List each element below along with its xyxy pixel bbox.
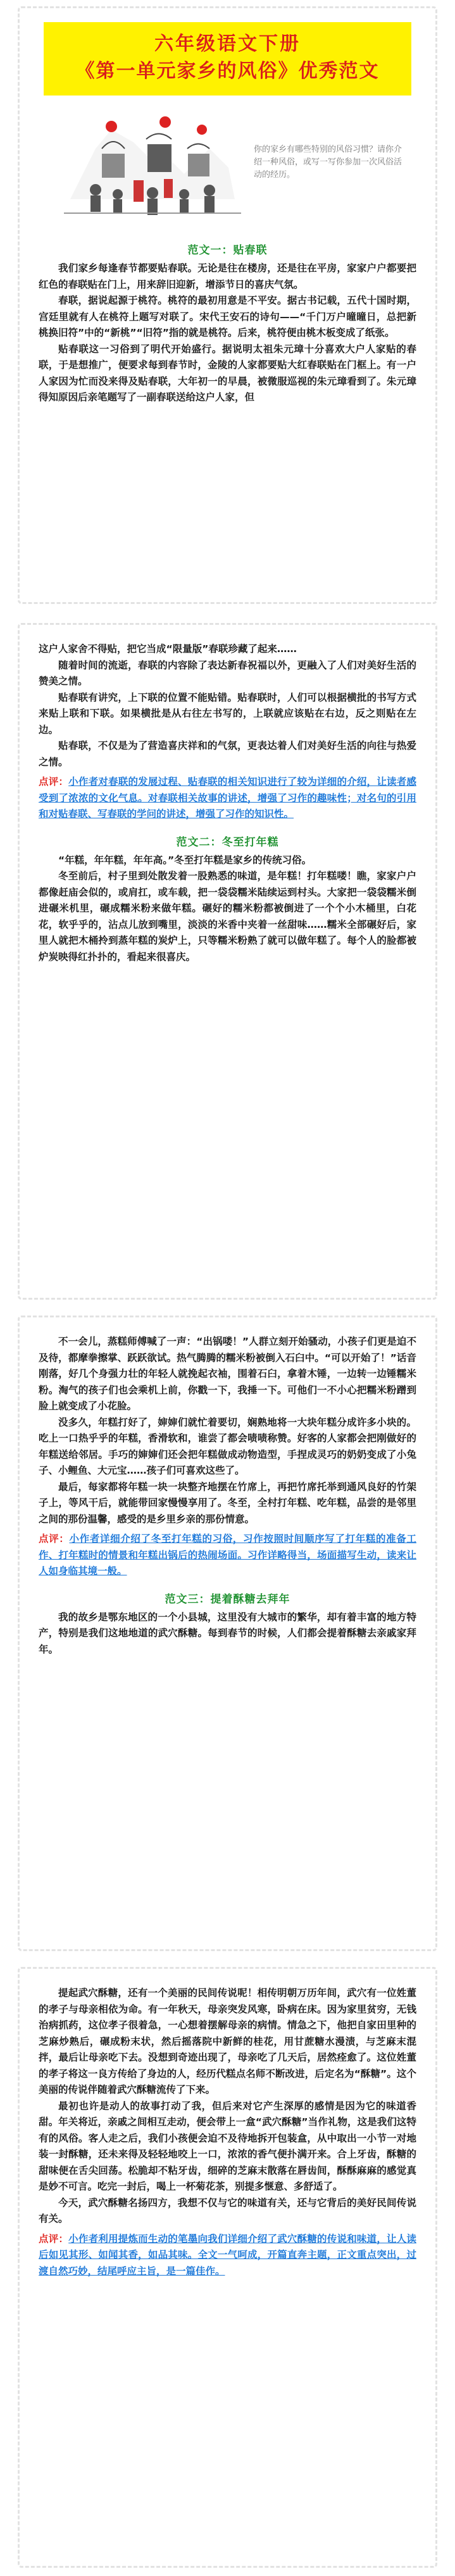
comment-text: 小作者对春联的发展过程、贴春联的相关知识进行了较为详细的介绍，让读者感受到了浓浓的文化气息。对春联相关故事的讲述，增强了习作的趣味性；对名句的引用和对贴春联、写春联的学问的讲述，增强了习作的知识性。 [39, 776, 416, 820]
essay-1-paragraph: 贴春联有讲究，上下联的位置不能贴错。贴春联时，人们可以根据横批的书写方式来贴上联和下联。如果横批是从右往左书写的，上联就应该贴在右边，反之则贴在左边。 [39, 691, 416, 736]
essay-1-heading: 范文一：贴春联 [187, 244, 268, 257]
comment-text: 小作者利用提炼而生动的笔墨向我们详细介绍了武穴酥糖的传说和味道，让人读后如见其形、如闻其香，如品其味。全文一气呵成，开篇直奔主题，正文重点突出，过渡自然巧妙，结尾呼应主旨，是一篇佳作。 [39, 2233, 416, 2277]
writing-prompt: 你的家乡有哪些特别的风俗习惯？请你介绍一种风俗，或写一写你参加一次风俗活动的经历。 [254, 145, 402, 180]
title-line-1: 六年级语文下册 [154, 33, 301, 55]
essay-2-paragraph: 没多久，年糕打好了，婶婶们就忙着要切，娴熟地将一大块年糕分成许多小块的。吃上一口热乎乎的年糕，香滑软和，谁尝了都会啧啧称赞。好客的人家都会把刚做好的年糕送给邻居。手巧的婶婶们还会把年糕做成动物造型，手捏成灵巧的奶奶变成了小兔子、小鲤鱼、大元宝……孩子们可喜欢这些了。 [39, 1416, 416, 1476]
card-essay-2-continued [18, 1316, 437, 1951]
essay-1-paragraph: 随着时间的流逝，春联的内容除了表达新春祝福以外，更融入了人们对美好生活的赞美之情。 [39, 659, 416, 687]
essay-3-paragraph: 我的故乡是鄂东地区的一个小县城，这里没有大城市的繁华，却有着丰富的地方特产，特别是我们这地地道的武穴酥糖。每到春节的时候，人们都会提着酥糖去亲戚家拜年。 [39, 1611, 416, 1655]
essay-1-paragraph: 贴春联这一习俗到了明代开始盛行。据说明太祖朱元璋十分喜欢大户人家贴的春联，于是想推广，便要求每到春节时，金陵的人家都要贴大红春联贴在门框上。有一户人家因为忙而没来得及贴春联，大年初一的早晨，被微服巡视的朱元璋看到了。朱元璋得知原因后亲笔题写了一副春联送给这户人家，但 [39, 343, 416, 403]
card-essay-1-continued [18, 623, 437, 1300]
essay-2-paragraph: 最后，每家都将年糕一块一块整齐地摆在竹席上，再把竹席托举到通风良好的竹架子上，等风干后，就能带回家慢慢享用了。冬至，全村打年糕、吃年糕，品尝的是邻里之间的那份温馨，感受的是乡里乡亲的那份情意。 [39, 1481, 416, 1525]
title-banner [44, 22, 411, 96]
essay-3-paragraph: 提起武穴酥糖，还有一个美丽的民间传说呢！相传明朝万历年间，武穴有一位姓董的孝子与母亲相依为命。有一年秋天，母亲突发风寒，卧病在床。因为家里贫穷，无钱治病抓药，这位孝子很着急，一心想着摆解母亲的病情。情急之下，他把自家田里种的芝麻炒熟后，碾成粉末状，然后摇落院中新鲜的桂花，用甘蔗糖水漫渍，与芝麻末混拌，最后让母亲吃下去。没想到奇迹出现了，母亲吃了几天后，居然痊愈了。这位姓董的孝子将这一良方传给了身边的人，经历代糕点名师不断改进，后定名为“酥糖”。这个美丽的传说伴随着武穴酥糖流传了下来。 [39, 1987, 416, 2095]
essay-1-paragraph: 我们家乡每逢春节都要贴春联。无论是往在楼房，还是往在平房，家家户户都要把红色的春联贴在门上，用来辞旧迎新，增添节日的喜庆气氛。 [39, 262, 416, 290]
comment-label: 点评： [39, 776, 69, 787]
illustration [45, 104, 410, 231]
comment-text: 小作者详细介绍了冬至打年糕的习俗，习作按照时间顺序写了打年糕的准备工作、打年糕时的情景和年糕出锅后的热闹场面。习作详略得当，场面描写生动，读来让人如身临其境一般。 [39, 1533, 416, 1577]
essay-2-comment [39, 1531, 416, 1580]
essay-3-heading: 范文三：提着酥糖去拜年 [165, 1593, 290, 1606]
comment-label: 点评： [39, 2233, 69, 2245]
essay-2-paragraph: 不一会儿，蒸糕师傅喊了一声：“出锅喽！”人群立刻开始骚动，小孩子们更是迫不及待，都摩拳擦掌、跃跃欲试。热气腾腾的糯米粉被倒入石臼中。“可以开始了！”话音刚落，好几个身强力壮的年轻人就挽起衣袖，围着石臼，拿着木锤，一边转一边锤糯米粉。淘气的孩子们也会乘机上前，你戳一下，我捶一下。可他们一不小心把糯米粉蹭到脸上就变成了小花脸。 [39, 1336, 416, 1412]
card-essay-3-continued [18, 1967, 437, 2568]
essay-3-paragraph: 最初也许是动人的故事打动了我，但后来对它产生深厚的感情是因为它的味道香甜。年关将近，亲戚之间相互走动，便会带上一盒“武穴酥糖”当作礼物，这是我们这特有的风俗。客人走之后，我们小孩便会迫不及待地拆开包装盒，从中取出一小节一对地装一封酥糖，还未来得及轻轻地咬上一口，浓浓的香气便扑满开来。合上牙齿，酥糖的甜味便在舌尖回荡。松脆却不粘牙齿，细碎的芝麻末散落在唇齿间，酥酥麻麻的感觉真是妙不可言。吃完一封后，喝上一杯菊花茶，别提多惬意、多舒适了。 [39, 2100, 416, 2192]
essay-2-paragraph: “年糕，年年糕，年年高。”冬至打年糕是家乡的传统习俗。 [58, 854, 312, 866]
essay-1-paragraph: 春联，据说起源于桃符。桃符的最初用意是不平安。据古书记载，五代十国时期，宫廷里就有人在桃符上题写对联了。宋代王安石的诗句——“千门万户曈曈日，总把新桃换旧符”中的“新桃”“旧符”指的就是桃符。后来，桃符便由桃木板变成了纸张。 [39, 295, 416, 338]
essay-2-paragraph: 冬至前后，村子里到处散发着一股熟悉的味道，是年糕！打年糕喽！瞧，家家户户都像赶庙会似的，或肩扛，或车载，把一袋袋糯米陆续运到村头。大家把一袋袋糯米倒进碾米机里，碾成糯米粉来做年糕。碾好的糯米粉都被倒进了一个个小木桶里，白花花，软乎乎的，沾点儿放到嘴里，淡淡的米香中夹着一丝甜味……糯米全部碾好后，家里人就把木桶拎到蒸年糕的炭炉上，只等糯米粉熟了就可以做年糕了。每个人的脸都被炉炭映得红扑扑的，看起来很喜庆。 [39, 870, 416, 963]
festival-scene-illustration [58, 104, 247, 225]
essay-1-paragraph: 贴春联，不仅是为了营造喜庆祥和的气氛，更表达着人们对美好生活的向往与热爱之情。 [39, 740, 416, 768]
essay-3-paragraph: 今天，武穴酥糖名扬四方，我想不仅与它的味道有关，还与它背后的美好民间传说有关。 [39, 2197, 416, 2224]
comment-label: 点评： [39, 1533, 70, 1544]
title-line-2: 《第一单元家乡的风俗》优秀范文 [75, 60, 380, 82]
essay-2-heading: 范文二：冬至打年糕 [176, 835, 279, 849]
essay-1-paragraph: 这户人家舍不得贴，把它当成“限量版”春联珍藏了起来…… [39, 643, 297, 655]
essay-3-comment [39, 2231, 416, 2280]
essay-1-comment [39, 774, 416, 823]
card-essay-1 [18, 6, 437, 604]
